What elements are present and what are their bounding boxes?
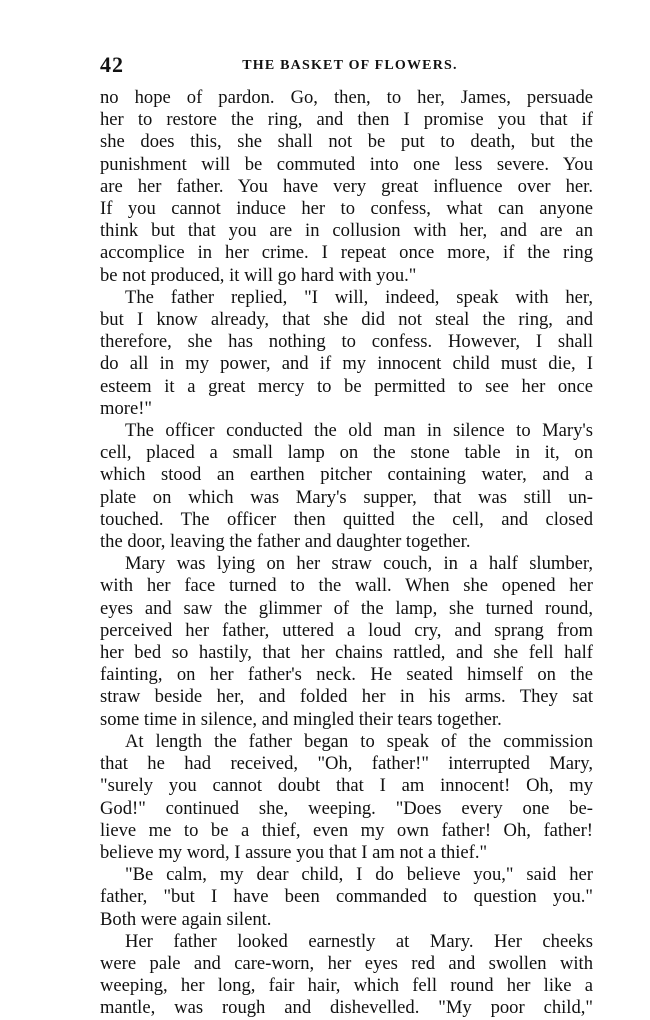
- paragraph: [100, 287, 593, 420]
- text-line: straw beside her, and folded her in his arms. They sat: [100, 686, 593, 708]
- text-line: fainting, on her father's neck. He seated himself on the: [100, 664, 593, 686]
- body-text: [100, 87, 593, 1020]
- text-line: which stood an earthen pitcher containing water, and a: [100, 464, 593, 486]
- text-line: believe my word, I assure you that I am not a thief.": [100, 841, 488, 863]
- text-line: be not produced, it will go hard with you.": [100, 264, 417, 286]
- paragraph: [100, 864, 593, 931]
- text-line: "surely you cannot doubt that I am innocent! Oh, my: [100, 775, 593, 797]
- paragraph: [100, 553, 593, 731]
- text-line: more!": [100, 397, 152, 419]
- text-line: God!" continued she, weeping. "Does every one be-: [100, 797, 593, 819]
- text-line: with her face turned to the wall. When she opened her: [100, 575, 593, 597]
- text-line: The officer conducted the old man in silence to Mary's: [125, 420, 593, 442]
- text-line: Mary was lying on her straw couch, in a half slumber,: [125, 553, 593, 575]
- text-line: "Be calm, my dear child, I do believe you," said her: [125, 864, 593, 886]
- text-line: think but that you are in collusion with her, and are an: [100, 220, 593, 242]
- text-line: eyes and saw the glimmer of the lamp, she turned round,: [100, 597, 593, 619]
- text-line: At length the father began to speak of the commission: [125, 730, 593, 752]
- paragraph: [100, 420, 593, 553]
- text-line: touched. The officer then quitted the cell, and closed: [100, 508, 593, 530]
- text-line: Her father looked earnestly at Mary. Her cheeks: [125, 930, 593, 952]
- text-line: no hope of pardon. Go, then, to her, James, persuade: [100, 87, 593, 108]
- text-line: weeping, her long, fair hair, which fell round her like a: [100, 975, 593, 997]
- page-header: [100, 52, 600, 76]
- text-line: lieve me to be a thief, even my own father! Oh, father!: [100, 819, 593, 841]
- text-line: some time in silence, and mingled their tears together.: [100, 708, 502, 730]
- text-line: esteem it a great mercy to be permitted to see her once: [100, 375, 593, 397]
- text-line: that he had received, "Oh, father!" interrupted Mary,: [100, 753, 593, 775]
- text-line: are her father. You have very great influence over her.: [100, 175, 593, 197]
- page-number: 42: [100, 52, 124, 77]
- text-line: her to restore the ring, and then I promise you that if: [100, 109, 593, 131]
- text-line: were pale and care-worn, her eyes red and swollen with: [100, 952, 593, 974]
- text-line: but I know already, that she did not steal the ring, and: [100, 309, 593, 331]
- text-line: the door, leaving the father and daughter together.: [100, 531, 471, 553]
- text-line: accomplice in her crime. I repeat once more, if the ring: [100, 242, 593, 264]
- text-line: If you cannot induce her to confess, what can anyone: [100, 198, 593, 220]
- text-line: do all in my power, and if my innocent child must die, I: [100, 353, 593, 375]
- running-title: THE BASKET OF FLOWERS.: [242, 58, 458, 73]
- paragraph: [100, 87, 593, 287]
- paragraph: [100, 931, 593, 1020]
- text-line: she does this, she shall not be put to death, but the: [100, 131, 593, 153]
- text-line: cell, placed a small lamp on the stone table in it, on: [100, 442, 593, 464]
- text-line: The father replied, "I will, indeed, speak with her,: [125, 286, 593, 308]
- text-line: her bed so hastily, that her chains rattled, and she fell half: [100, 642, 593, 664]
- paragraph: [100, 731, 593, 864]
- text-line: Both were again silent.: [100, 908, 272, 930]
- text-line: father, "but I have been commanded to question you.": [100, 886, 593, 908]
- text-line: therefore, she has nothing to confess. However, I shall: [100, 331, 593, 353]
- text-line: mantle, was rough and dishevelled. "My poor child,": [100, 997, 593, 1019]
- text-line: punishment will be commuted into one less severe. You: [100, 153, 593, 175]
- text-line: plate on which was Mary's supper, that was still un-: [100, 486, 593, 508]
- text-line: perceived her father, uttered a loud cry, and sprang from: [100, 619, 593, 641]
